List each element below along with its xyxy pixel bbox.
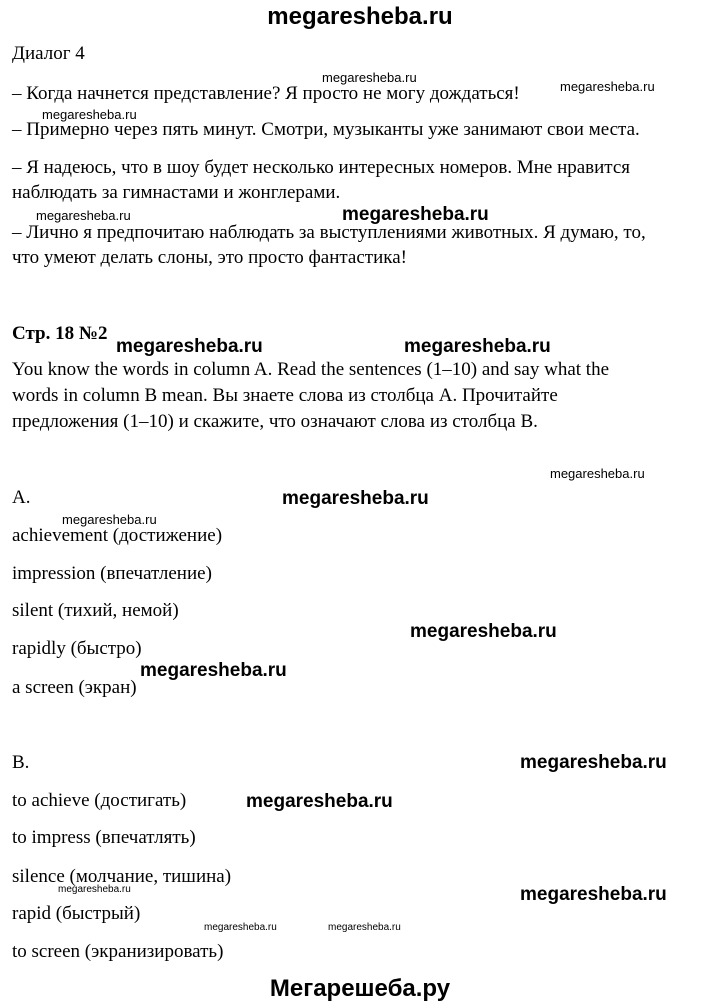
- watermark: megaresheba.ru: [246, 791, 393, 812]
- watermark: megaresheba.ru: [342, 204, 489, 225]
- watermark: megaresheba.ru: [140, 660, 287, 681]
- dialog-line-3: – Я надеюсь, что в шоу будет несколько интересных номеров. Мне нравится: [12, 157, 631, 178]
- dialog-line-1: – Когда начнется представление? Я просто не могу дождаться!: [12, 83, 520, 104]
- column-b-item-3: silence (молчание, тишина): [12, 866, 232, 887]
- dialog-line-4: наблюдать за гимнастами и жонглерами.: [12, 182, 341, 203]
- column-a-item-5: a screen (экран): [12, 677, 137, 698]
- column-a-item-2: impression (впечатление): [12, 563, 212, 584]
- dialog-line-5: – Лично я предпочитаю наблюдать за выступлениями животных. Я думаю, то,: [12, 222, 646, 243]
- column-b-label: B.: [12, 752, 30, 773]
- watermark: megaresheba.ru: [282, 488, 429, 509]
- watermark: megaresheba.ru: [204, 922, 277, 933]
- dialog-line-2: – Примерно через пять минут. Смотри, музыканты уже занимают свои места.: [12, 119, 640, 140]
- watermark: megaresheba.ru: [520, 884, 667, 905]
- watermark: megaresheba.ru: [58, 884, 131, 895]
- task-instruction-2: words in column B mean. Вы знаете слова из столбца А. Прочитайте: [12, 385, 558, 406]
- column-b-item-4: rapid (быстрый): [12, 903, 141, 924]
- watermark: megaresheba.ru: [116, 336, 263, 357]
- column-b-item-2: to impress (впечатлять): [12, 827, 196, 848]
- watermark: megaresheba.ru: [560, 79, 655, 94]
- watermark: megaresheba.ru: [520, 752, 667, 773]
- task-heading: Стр. 18 №2: [12, 323, 108, 344]
- watermark: megaresheba.ru: [404, 336, 551, 357]
- column-a-item-3: silent (тихий, немой): [12, 600, 179, 621]
- task-instruction-1: You know the words in column A. Read the sentences (1–10) and say what the: [12, 359, 609, 380]
- site-header: megaresheba.ru: [267, 3, 453, 30]
- column-a-item-1: achievement (достижение): [12, 525, 223, 546]
- site-footer: Мегарешеба.ру: [269, 975, 451, 1002]
- watermark: megaresheba.ru: [36, 208, 131, 223]
- watermark: megaresheba.ru: [328, 922, 401, 933]
- dialog-title: Диалог 4: [12, 43, 85, 64]
- dialog-line-6: что умеют делать слоны, это просто фантастика!: [12, 247, 407, 268]
- task-instruction-3: предложения (1–10) и скажите, что означают слова из столбца В.: [12, 411, 538, 432]
- column-a-label: A.: [12, 487, 31, 508]
- column-a-item-4: rapidly (быстро): [12, 638, 142, 659]
- column-b-item-1: to achieve (достигать): [12, 790, 187, 811]
- watermark: megaresheba.ru: [322, 70, 417, 85]
- watermark: megaresheba.ru: [42, 107, 137, 122]
- watermark: megaresheba.ru: [410, 621, 557, 642]
- column-b-item-5: to screen (экранизировать): [12, 941, 224, 962]
- watermark: megaresheba.ru: [550, 466, 645, 481]
- watermark: megaresheba.ru: [62, 512, 157, 527]
